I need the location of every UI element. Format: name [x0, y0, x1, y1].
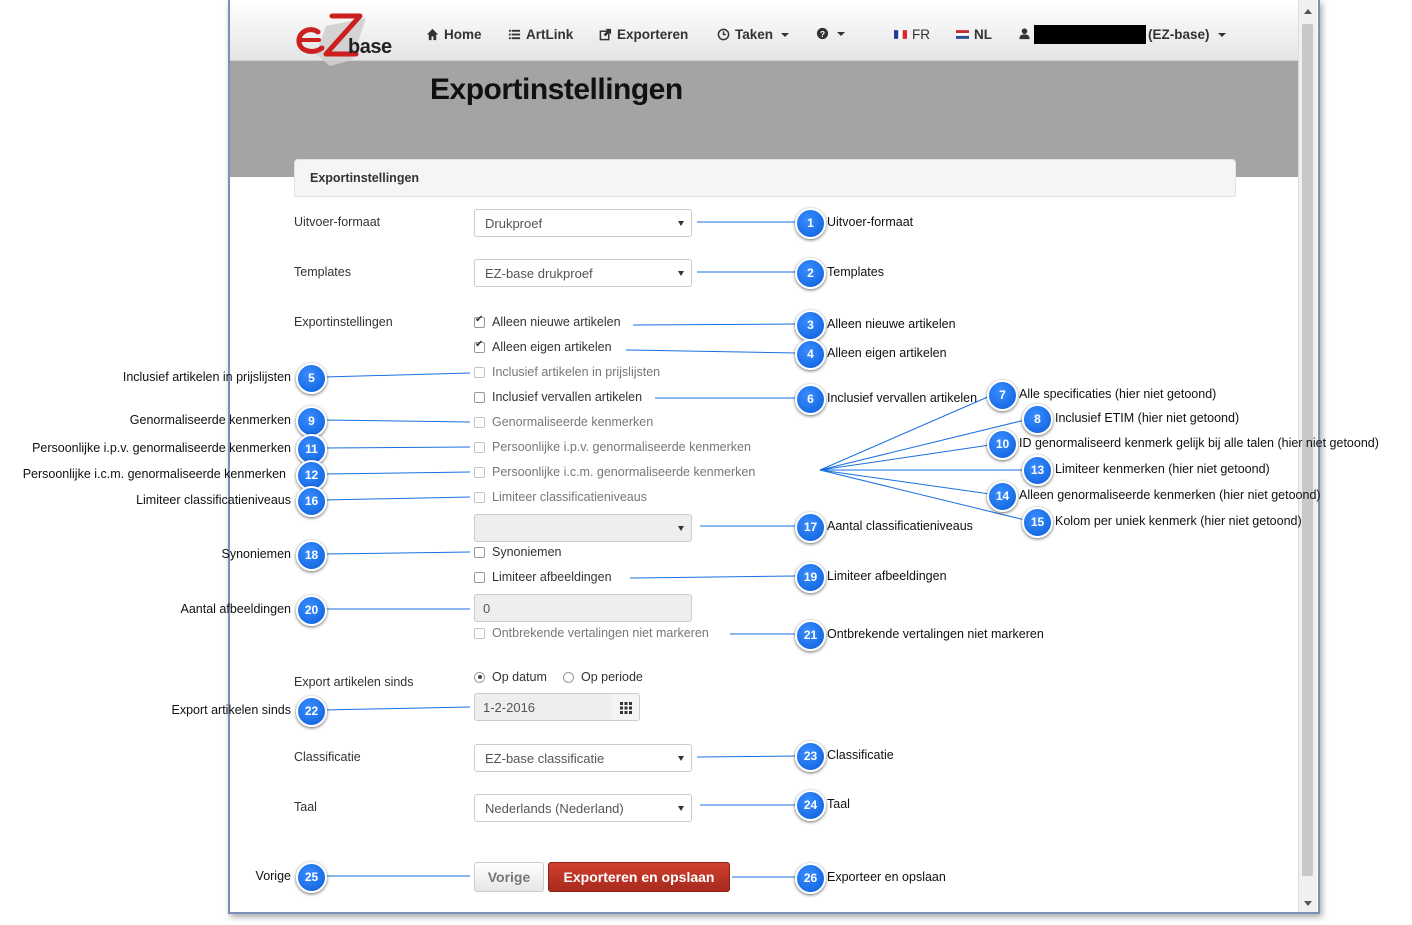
classificatieniveaus-select[interactable]	[474, 514, 692, 542]
checkbox[interactable]	[474, 628, 485, 639]
callout-text: Ontbrekende vertalingen niet markeren	[827, 627, 1044, 641]
chevron-down-icon	[1218, 33, 1226, 37]
callout-badge: 22	[296, 696, 327, 727]
option-limiteer-afbeeldingen[interactable]: Limiteer afbeeldingen	[474, 570, 612, 584]
callout-badge: 23	[795, 741, 826, 772]
callout-text: Alleen nieuwe artikelen	[827, 317, 956, 331]
calendar-button[interactable]	[612, 693, 640, 721]
clock-icon	[717, 28, 730, 41]
checkbox[interactable]	[474, 392, 485, 403]
callout-badge: 5	[296, 363, 327, 394]
callout-text: ID genormaliseerd kenmerk gelijk bij alle talen (hier niet getoond)	[1019, 436, 1379, 450]
option-persoonlijke-icm[interactable]: Persoonlijke i.c.m. genormaliseerde kenmerken	[474, 465, 755, 479]
taal-select[interactable]: Nederlands (Nederland)	[474, 794, 692, 822]
nav-help[interactable]	[816, 27, 845, 40]
french-flag-icon	[894, 28, 907, 41]
callout-text: Persoonlijke i.p.v. genormaliseerde kenmerken	[32, 441, 291, 455]
callout-badge: 4	[795, 339, 826, 370]
prev-button[interactable]: Vorige	[474, 862, 544, 892]
exportinstellingen-label: Exportinstellingen	[294, 315, 393, 329]
aantal-afbeeldingen-input[interactable]: 0	[474, 594, 692, 622]
callout-badge: 1	[795, 208, 826, 239]
callout-badge: 21	[795, 620, 826, 651]
callout-badge: 19	[795, 562, 826, 593]
option-alleen-nieuwe-artikelen[interactable]: ✔ Alleen nieuwe artikelen	[474, 315, 621, 329]
callout-badge: 15	[1022, 507, 1053, 538]
radio-op-datum[interactable]: Op datum	[474, 670, 547, 684]
option-limiteer-classificatieniveaus[interactable]: Limiteer classificatieniveaus	[474, 490, 647, 504]
checkbox[interactable]	[474, 342, 485, 353]
ez-base-logo[interactable]: base	[292, 4, 402, 80]
nav-home[interactable]: Home	[426, 27, 482, 42]
callout-text: Classificatie	[827, 748, 894, 762]
calendar-icon	[620, 702, 632, 714]
svg-text:?: ?	[819, 28, 826, 39]
callout-text: Vorige	[255, 869, 291, 883]
user-account[interactable]: (EZ-base)	[1148, 27, 1226, 42]
list-icon	[508, 28, 521, 41]
option-synoniemen[interactable]: Synoniemen	[474, 545, 562, 559]
checkbox[interactable]	[474, 367, 485, 378]
radio-button[interactable]	[563, 672, 574, 683]
chevron-down-icon	[837, 32, 845, 36]
callout-text: Taal	[827, 797, 850, 811]
export-icon	[599, 28, 612, 41]
checkbox[interactable]	[474, 547, 485, 558]
export-since-label: Export artikelen sinds	[294, 675, 414, 689]
callout-badge: 9	[296, 406, 327, 437]
nav-exporteren[interactable]: Exporteren	[599, 27, 688, 42]
callout-badge: 13	[1022, 455, 1053, 486]
user-menu[interactable]	[1018, 27, 1031, 40]
callout-badge: 24	[795, 790, 826, 821]
nav-artlink[interactable]: ArtLink	[508, 27, 573, 42]
nav-taken[interactable]: Taken	[717, 27, 789, 42]
scroll-down-icon[interactable]	[1304, 901, 1312, 906]
callout-badge: 16	[296, 486, 327, 517]
callout-text: Inclusief ETIM (hier niet getoond)	[1055, 411, 1240, 425]
option-inclusief-prijslijsten[interactable]: Inclusief artikelen in prijslijsten	[474, 365, 660, 379]
callout-text: Kolom per uniek kenmerk (hier niet getoond)	[1055, 514, 1302, 528]
callout-text: Synoniemen	[221, 547, 291, 561]
callout-text: Limiteer afbeeldingen	[827, 569, 947, 583]
templates-label: Templates	[294, 265, 351, 279]
callout-badge: 10	[987, 429, 1018, 460]
dutch-flag-icon	[956, 28, 969, 41]
callout-text: Genormaliseerde kenmerken	[129, 413, 291, 427]
taal-label: Taal	[294, 800, 317, 814]
lang-fr[interactable]: FR	[894, 27, 930, 42]
user-icon	[1018, 27, 1031, 40]
templates-select[interactable]: EZ-base drukproef	[474, 259, 692, 287]
callout-text: Inclusief artikelen in prijslijsten	[122, 370, 291, 384]
app-window	[228, 0, 1320, 914]
callout-text: Alle specificaties (hier niet getoond)	[1019, 387, 1217, 401]
chevron-down-icon	[781, 33, 789, 37]
callout-badge: 20	[296, 595, 327, 626]
callout-badge: 2	[795, 258, 826, 289]
callout-text: Aantal classificatieniveaus	[827, 519, 973, 533]
callout-badge: 3	[795, 310, 826, 341]
home-icon	[426, 28, 439, 41]
callout-text: Templates	[827, 265, 884, 279]
vertical-scrollbar[interactable]	[1298, 0, 1317, 912]
callout-badge: 11	[296, 434, 327, 465]
callout-text: Limiteer classificatieniveaus	[136, 493, 291, 507]
export-save-button[interactable]: Exporteren en opslaan	[548, 862, 730, 892]
callout-badge: 25	[296, 862, 327, 893]
lang-nl[interactable]: NL	[956, 27, 992, 42]
uitvoer-formaat-label: Uitvoer-formaat	[294, 215, 381, 229]
option-inclusief-vervallen[interactable]: Inclusief vervallen artikelen	[474, 390, 642, 404]
option-alleen-eigen-artikelen[interactable]: ✔ Alleen eigen artikelen	[474, 340, 612, 354]
scroll-thumb[interactable]	[1302, 24, 1313, 876]
classificatie-label: Classificatie	[294, 750, 361, 764]
date-input[interactable]: 1-2-2016	[474, 693, 614, 721]
checkbox[interactable]	[474, 317, 485, 328]
callout-text: Limiteer kenmerken (hier niet getoond)	[1055, 462, 1270, 476]
callout-text: Uitvoer-formaat	[827, 215, 914, 229]
callout-text: Alleen eigen artikelen	[827, 346, 947, 360]
callout-text: Alleen genormaliseerde kenmerken (hier niet getoond)	[1019, 488, 1321, 502]
callout-badge: 12	[296, 460, 327, 491]
checkbox[interactable]	[474, 417, 485, 428]
checkbox[interactable]	[474, 492, 485, 503]
callout-badge: 26	[795, 863, 826, 894]
callout-badge: 6	[795, 384, 826, 415]
callout-text: Inclusief vervallen artikelen	[827, 391, 978, 405]
callout-badge: 17	[795, 512, 826, 543]
callout-badge: 18	[296, 540, 327, 571]
radio-button[interactable]	[474, 672, 485, 683]
callout-badge: 8	[1022, 404, 1053, 435]
callout-text: Export artikelen sinds	[171, 703, 291, 717]
checkbox[interactable]	[474, 467, 485, 478]
callout-badge: 7	[987, 380, 1018, 411]
option-persoonlijke-ipv[interactable]: Persoonlijke i.p.v. genormaliseerde kenmerken	[474, 440, 751, 454]
uitvoer-formaat-select[interactable]: Drukproef	[474, 209, 692, 237]
checkbox[interactable]	[474, 572, 485, 583]
radio-op-periode[interactable]: Op periode	[563, 670, 643, 684]
callout-text: Persoonlijke i.c.m. genormaliseerde kenmerken	[22, 467, 286, 481]
panel-title: Exportinstellingen	[310, 171, 420, 185]
classificatie-select[interactable]: EZ-base classificatie	[474, 744, 692, 772]
checkbox[interactable]	[474, 442, 485, 453]
option-ontbrekende-vertalingen[interactable]: Ontbrekende vertalingen niet markeren	[474, 626, 709, 640]
option-genormaliseerde-kenmerken[interactable]: Genormaliseerde kenmerken	[474, 415, 653, 429]
panel-heading	[294, 159, 1236, 197]
scroll-up-icon[interactable]	[1304, 9, 1312, 14]
redacted-username	[1034, 25, 1146, 44]
callout-text: Exporteer en opslaan	[827, 870, 946, 884]
question-icon	[816, 27, 829, 40]
callout-badge: 14	[987, 481, 1018, 512]
callout-text: Aantal afbeeldingen	[180, 602, 291, 616]
page-title: Exportinstellingen	[430, 73, 683, 106]
